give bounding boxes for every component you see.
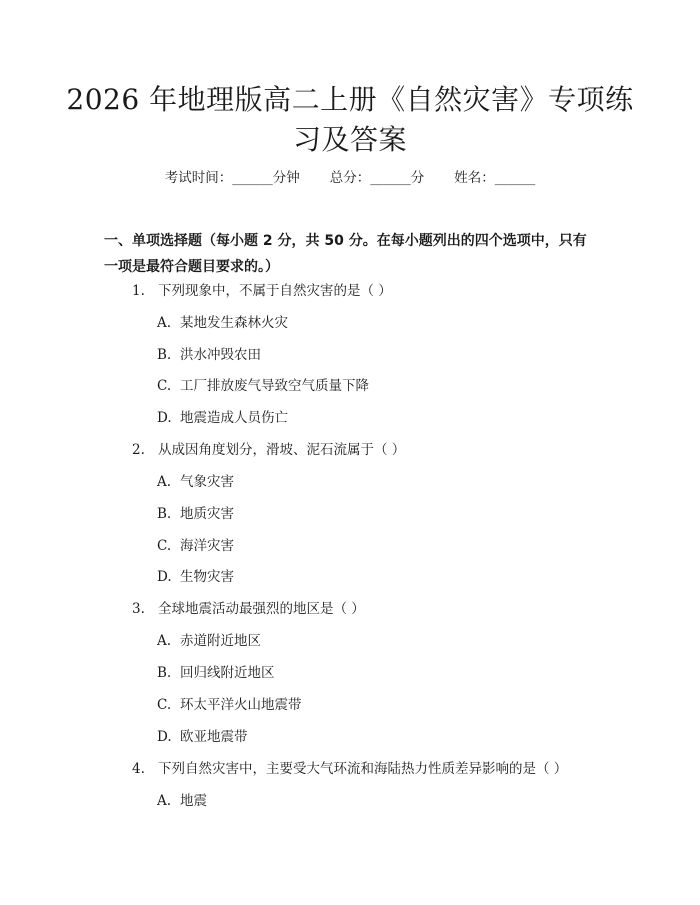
- option-text: 回归线附近地区: [180, 665, 275, 681]
- option-letter: C.: [157, 378, 172, 394]
- option-letter: D.: [157, 410, 172, 426]
- question-text: 从成因角度划分，滑坡、泥石流属于（ ）: [158, 442, 406, 458]
- option-letter: C.: [157, 538, 172, 554]
- option-text: 地震: [180, 793, 207, 809]
- option-text: 欧亚地震带: [180, 729, 248, 745]
- option-text: 赤道附近地区: [180, 633, 261, 649]
- option-letter: A.: [157, 793, 172, 809]
- option-letter: B.: [157, 347, 172, 363]
- exam-time-field: 考试时间：______分钟: [164, 170, 300, 186]
- question-number: 3.: [132, 601, 145, 617]
- student-name-field: 姓名：______: [454, 170, 536, 186]
- option-text: 气象灾害: [180, 474, 234, 490]
- total-score-field: 总分：______分: [329, 170, 425, 186]
- question-text: 下列自然灾害中，主要受大气环流和海陆热力性质差异影响的是（ ）: [158, 761, 568, 777]
- option-letter: D.: [157, 569, 172, 585]
- option-text: 海洋灾害: [180, 538, 234, 554]
- option-letter: B.: [157, 665, 172, 681]
- option-text: 地震造成人员伤亡: [180, 410, 288, 426]
- question-text: 下列现象中，不属于自然灾害的是（ ）: [158, 283, 392, 299]
- option-letter: B.: [157, 506, 172, 522]
- option-letter: A.: [157, 474, 172, 490]
- option-letter: A.: [157, 633, 172, 649]
- option-text: 某地发生森林火灾: [180, 315, 288, 331]
- option-letter: D.: [157, 729, 172, 745]
- option-text: 环太平洋火山地震带: [180, 697, 302, 713]
- question-number: 1.: [132, 283, 145, 299]
- option-text: 洪水冲毁农田: [180, 347, 261, 363]
- option-text: 地质灾害: [180, 506, 234, 522]
- exam-info-line: [0, 168, 700, 188]
- question-number: 2.: [132, 442, 145, 458]
- question-number: 4.: [132, 761, 145, 777]
- section-heading: 一、单项选择题（每小题 2 分，共 50 分。在每小题列出的四个选项中，只有一项是最符合题目要求的。）: [104, 233, 587, 275]
- document-title: 2026 年地理版高二上册《自然灾害》专项练习及答案: [66, 83, 634, 156]
- question-text: 全球地震活动最强烈的地区是（ ）: [158, 601, 365, 617]
- option-letter: A.: [157, 315, 172, 331]
- option-text: 工厂排放废气导致空气质量下降: [180, 378, 369, 394]
- option-letter: C.: [157, 697, 172, 713]
- option-text: 生物灾害: [180, 569, 234, 585]
